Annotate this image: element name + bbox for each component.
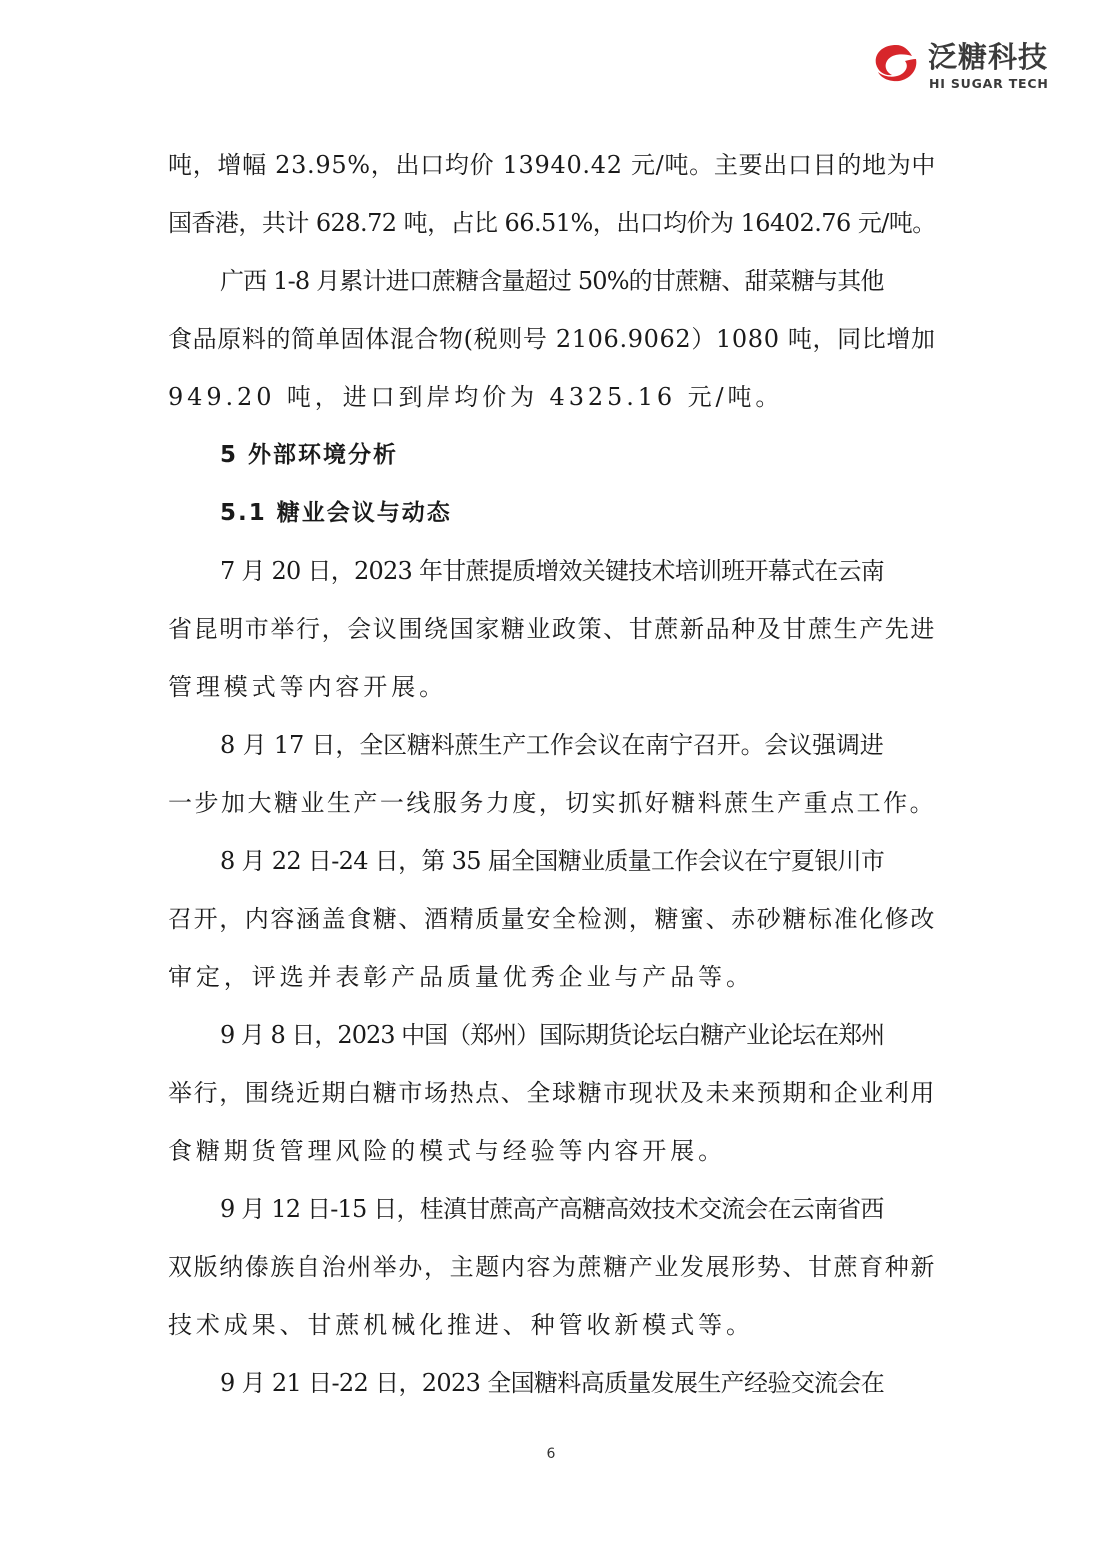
event-paragraph <box>168 542 936 716</box>
event-paragraph <box>168 1180 936 1354</box>
text-line: 食品原料的简单固体混合物(税则号 2106.9062）1080 吨，同比增加 <box>168 325 936 353</box>
text-line: 9 月 8 日，2023 中国（郑州）国际期货论坛白糖产业论坛在郑州 <box>220 1021 885 1049</box>
paragraph-export-continued <box>168 136 936 252</box>
brand-logo <box>872 40 1072 96</box>
text-line: 8 月 22 日-24 日，第 35 届全国糖业质量工作会议在宁夏银川市 <box>220 847 885 875</box>
sugar-swirl-icon <box>872 42 920 84</box>
text-line: 9 月 21 日-22 日，2023 全国糖料高质量发展生产经验交流会在 <box>220 1369 885 1397</box>
document-body <box>168 136 936 1412</box>
page-number: 6 <box>546 1446 556 1462</box>
event-paragraph <box>168 716 936 832</box>
text-line: 吨，增幅 23.95%，出口均价 13940.42 元/吨。主要出口目的地为中 <box>168 151 937 179</box>
text-line: 双版纳傣族自治州举办，主题内容为蔗糖产业发展形势、甘蔗育种新 <box>168 1253 936 1281</box>
text-line: 技术成果、甘蔗机械化推进、种管收新模式等。 <box>168 1311 754 1339</box>
section-heading: 5 外部环境分析 <box>220 442 399 468</box>
text-line: 国香港，共计 628.72 吨，占比 66.51%，出口均价为 16402.76 元/吨。 <box>168 209 936 237</box>
text-line: 8 月 17 日，全区糖料蔗生产工作会议在南宁召开。会议强调进 <box>220 731 884 759</box>
text-line: 举行，围绕近期白糖市场热点、全球糖市现状及未来预期和企业利用 <box>168 1079 936 1107</box>
text-line: 省昆明市举行，会议围绕国家糖业政策、甘蔗新品种及甘蔗生产先进 <box>168 615 936 643</box>
text-line: 949.20 吨，进口到岸均价为 4325.16 元/吨。 <box>168 383 784 411</box>
logo-english-text: HI SUGAR TECH <box>929 76 1049 91</box>
logo-chinese-text: 泛糖科技 <box>928 40 1049 74</box>
subsection-heading: 5.1 糖业会议与动态 <box>220 500 452 526</box>
text-line: 食糖期货管理风险的模式与经验等内容开展。 <box>168 1137 726 1165</box>
text-line: 管理模式等内容开展。 <box>168 673 447 701</box>
text-line: 一步加大糖业生产一线服务力度，切实抓好糖料蔗生产重点工作。 <box>168 789 937 817</box>
text-line: 广西 1-8 月累计进口蔗糖含量超过 50%的甘蔗糖、甜菜糖与其他 <box>220 267 884 295</box>
text-line: 7 月 20 日，2023 年甘蔗提质增效关键技术培训班开幕式在云南 <box>220 557 885 585</box>
event-paragraph <box>168 1006 936 1180</box>
paragraph-import <box>168 252 936 426</box>
text-line: 9 月 12 日-15 日，桂滇甘蔗高产高糖高效技术交流会在云南省西 <box>220 1195 884 1223</box>
event-paragraph <box>168 832 936 1006</box>
text-line: 审定，评选并表彰产品质量优秀企业与产品等。 <box>168 963 754 991</box>
event-paragraph <box>168 1354 936 1412</box>
text-line: 召开，内容涵盖食糖、酒精质量安全检测，糖蜜、赤砂糖标准化修改 <box>168 905 936 933</box>
